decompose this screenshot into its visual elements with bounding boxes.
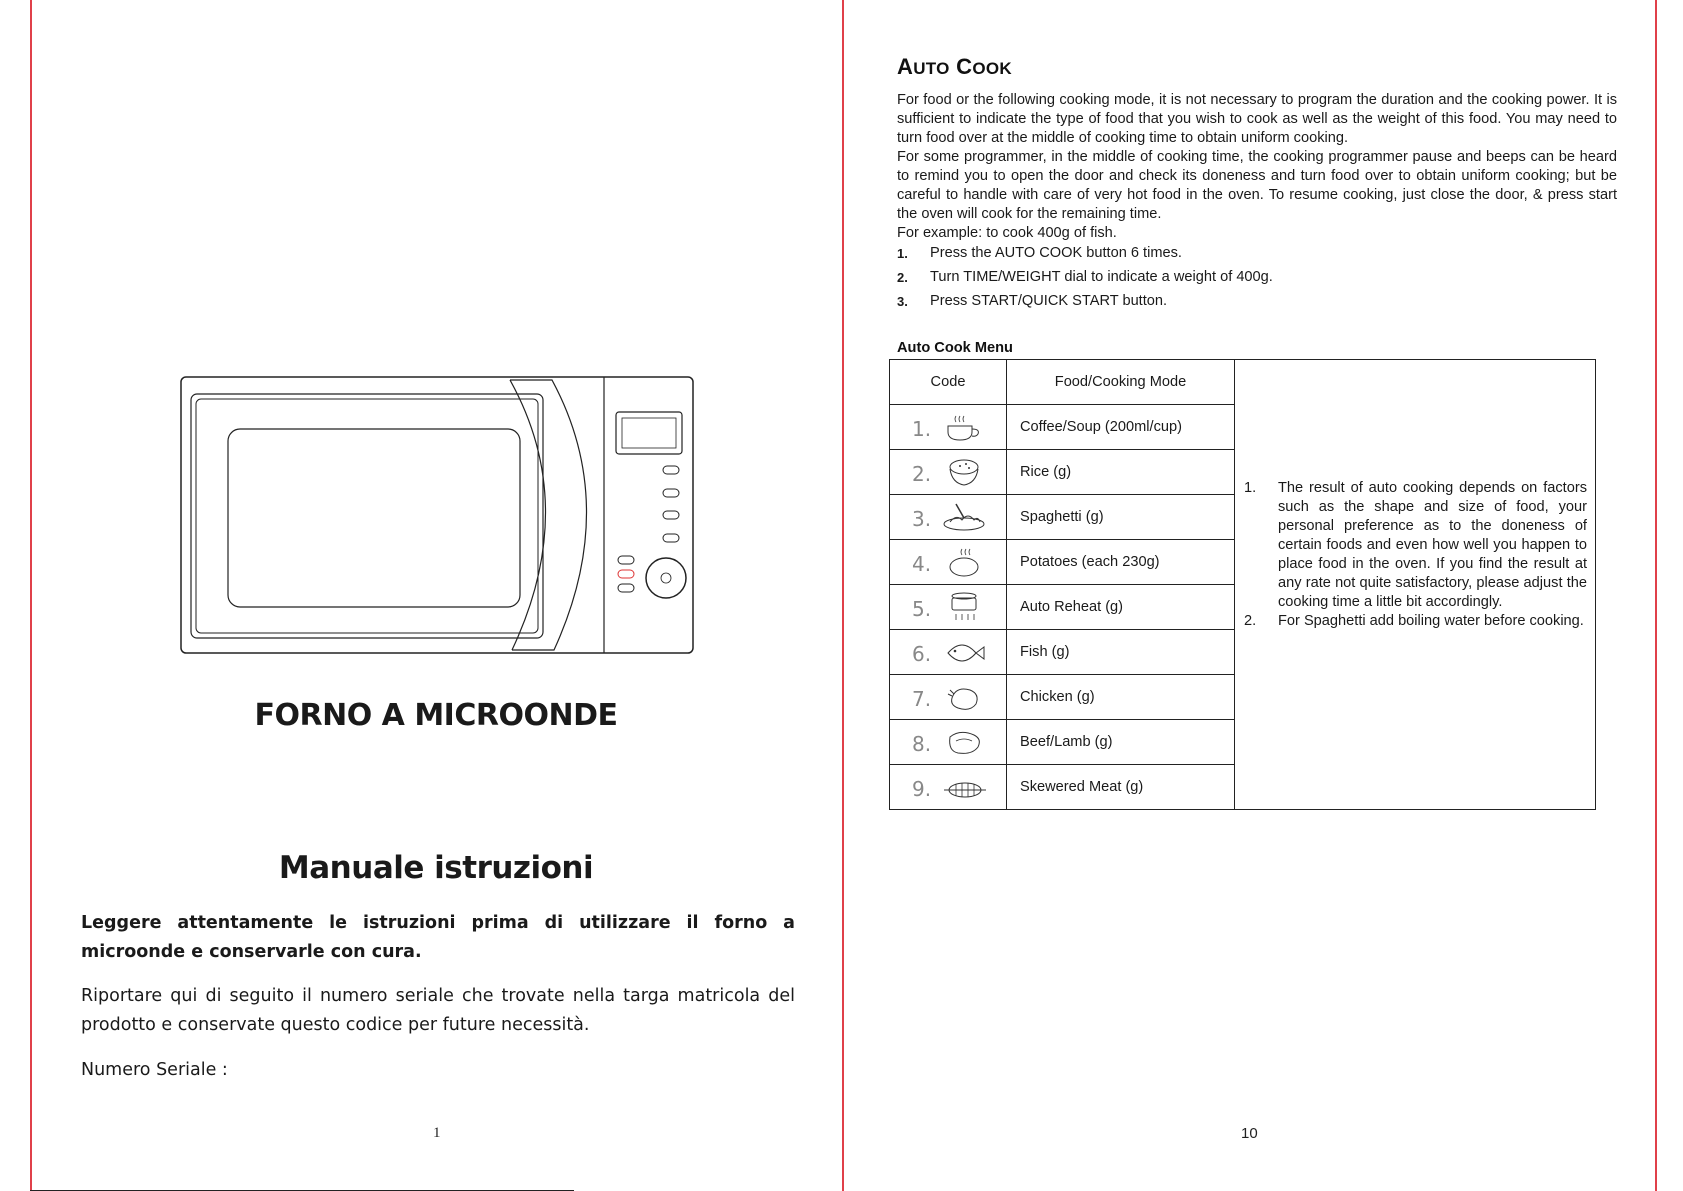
right-margin-line — [1655, 0, 1657, 1191]
page-number-left: 1 — [433, 1125, 441, 1141]
table-row: 2. Rice (g) — [890, 450, 1596, 495]
spaghetti-icon — [942, 500, 988, 534]
table-row: 8. Beef/Lamb (g) — [890, 720, 1596, 765]
fish-icon — [942, 635, 988, 669]
serial-text: Riportare qui di seguito il numero seriale che trovate nella targa matricola del prodotto e conservate questo codice per future necessità. — [81, 986, 795, 1035]
table-row: 7. Chicken (g) — [890, 675, 1596, 720]
table-row: 1. Coffee/Soup (200ml/cup) — [890, 405, 1596, 450]
food-label: Fish (g) — [1007, 630, 1235, 675]
food-label: Rice (g) — [1007, 450, 1235, 495]
chicken-icon — [942, 680, 988, 714]
header-code: Code — [890, 360, 1007, 405]
paragraph-intro: For food or the following cooking mode, it is not necessary to program the duration and the cooking power. It is sufficient to indicate the type of food that you wish to cook as well as the weight of this food. You may need to turn food over at the middle of cooking time to obtain uniform cooking. — [897, 92, 1617, 146]
instruction-text: Leggere attentamente le istruzioni prima di utilizzare il forno a microonde e conservarle con cura. — [81, 913, 795, 962]
document-subtitle: Manuale istruzioni — [278, 850, 594, 886]
food-label: Chicken (g) — [1007, 675, 1235, 720]
header-food: Food/Cooking Mode — [1007, 360, 1235, 405]
food-label: Skewered Meat (g) — [1007, 765, 1235, 810]
table-row: 5. Auto Reheat (g) — [890, 585, 1596, 630]
food-label: Spaghetti (g) — [1007, 495, 1235, 540]
rice-bowl-icon — [942, 455, 988, 489]
food-label: Coffee/Soup (200ml/cup) — [1007, 405, 1235, 450]
paragraph-programmer: For some programmer, in the middle of cooking time, the cooking programmer pause and beeps can be heard to remind you to open the door and check its doneness and turn food over to obtain uniform cooking; but be careful to handle with care of very hot food in the oven. To resume cooking, just close the door, & press start the oven will cook for the remaining time. — [897, 149, 1617, 222]
center-margin-line — [842, 0, 844, 1191]
food-label: Auto Reheat (g) — [1007, 585, 1235, 630]
menu-title: Auto Cook Menu — [897, 340, 1013, 356]
pot-icon — [942, 590, 988, 624]
microwave-illustration — [180, 376, 694, 654]
section-title: AUTO COOK — [897, 54, 1012, 79]
food-label: Beef/Lamb (g) — [1007, 720, 1235, 765]
table-row: 4. Potatoes (each 230g) — [890, 540, 1596, 585]
note-item: 2. For Spaghetti add boiling water before cooking. — [1244, 613, 1584, 629]
paragraph-example: For example: to cook 400g of fish. — [897, 225, 1117, 241]
document-title: FORNO A MICROONDE — [254, 698, 618, 733]
left-margin-line — [30, 0, 32, 1191]
potato-icon — [942, 545, 988, 579]
table-row: 9. Skewered Meat (g) — [890, 765, 1596, 810]
food-label: Potatoes (each 230g) — [1007, 540, 1235, 585]
page-number-right: 10 — [1241, 1125, 1258, 1142]
table-row: 6. Fish (g) — [890, 630, 1596, 675]
auto-cook-menu-table — [889, 359, 1596, 810]
skewer-icon — [942, 770, 988, 804]
table-row: 3. Spaghetti (g) — [890, 495, 1596, 540]
steak-icon — [942, 725, 988, 759]
notes-cell — [1235, 360, 1596, 810]
cup-icon — [942, 410, 988, 444]
note-item: 1. The result of auto cooking depends on factors such as the shape and size of food, your personal preference as to the doneness of certain foods and even how well you happen to place food in the oven. If you find the result at any rate not quite satisfactory, please adjust the cooking time a little bit accordingly. — [1244, 480, 1587, 610]
serial-label: Numero Seriale : — [81, 1060, 228, 1080]
